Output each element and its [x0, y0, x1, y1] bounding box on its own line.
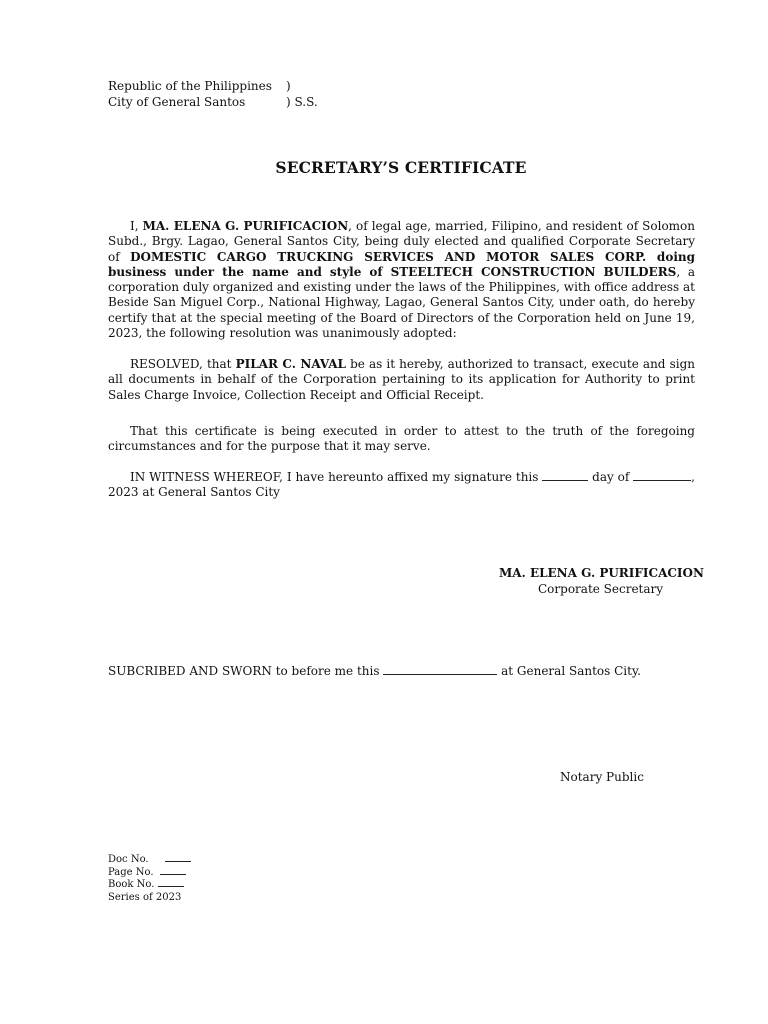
document-title: SECRETARY’S CERTIFICATE: [275, 158, 527, 177]
attestation-paragraph: That this certificate is being executed in order to attest to the truth of the foregoing circumstances and for the purpose that it may serve.: [108, 424, 695, 454]
corporation-name: DOMESTIC CARGO TRUCKING SERVICES AND MOTOR SALES CORP. doing business under the name and style of STEELTECH CONSTRUCTION BUILDERS: [108, 249, 696, 279]
day-blank: [542, 479, 588, 481]
secretary-name: MA. ELENA G. PURIFICACION: [142, 219, 349, 233]
notary-public-label: Notary Public: [560, 770, 644, 784]
country-text: Republic of the Philippines: [108, 79, 272, 93]
venue-bracket: ): [286, 79, 291, 93]
city-text: City of General Santos: [108, 94, 246, 109]
jurat-line: SUBCRIBED AND SWORN to before me this at General Santos City.: [108, 664, 641, 678]
signatory-name: MA. ELENA G. PURIFICACION: [499, 566, 704, 580]
book-no-blank: [158, 885, 184, 887]
venue-line-city: [108, 94, 318, 111]
certification-paragraph: I, MA. ELENA G. PURIFICACION, of legal age, married, Filipino, and resident of Solomon Subd., Brgy. Lagao, General Santos City, being duly elected and qualified Corporate Secretary of DOMESTIC CARGO TRUCKING SERVICES AND MOTOR SALES CORP. doing business under the name and style of STEELTECH CONSTRUCTION BUILDERS, a corporation duly organized and existing under the laws of the Philippines, with office address at Beside San Miguel Corp., National Highway, Lagao, General Santos City, under oath, do hereby certify that at the special meeting of the Board of Directors of the Corporation held on June 19, 2023, the following resolution was unanimously adopted:: [108, 219, 696, 341]
book-no-line: Book No.: [108, 879, 191, 892]
month-blank: [633, 479, 691, 481]
witness-paragraph: IN WITNESS WHEREOF, I have hereunto affixed my signature this day of , 2023 at General Santos City: [108, 470, 695, 500]
doc-no-blank: [165, 860, 191, 862]
page-no-line: Page No.: [108, 867, 191, 880]
notarial-register-info: [108, 854, 191, 905]
venue-line-country: [108, 79, 291, 95]
venue-ss: ) S.S.: [286, 94, 318, 109]
authorized-person-name: PILAR C. NAVAL: [235, 357, 346, 371]
date-blank: [383, 673, 497, 675]
doc-no-line: Doc No.: [108, 854, 191, 867]
venue-caption: [108, 79, 318, 110]
series-line: Series of 2023: [108, 892, 182, 904]
resolution-paragraph: RESOLVED, that PILAR C. NAVAL be as it hereby, authorized to transact, execute and sign all documents in behalf of the Corporation pertaining to its application for Authority to print Sales Charge Invoice, Collection Receipt and Official Receipt.: [108, 357, 696, 402]
signatory-title: Corporate Secretary: [538, 582, 664, 596]
page-no-blank: [160, 873, 186, 875]
